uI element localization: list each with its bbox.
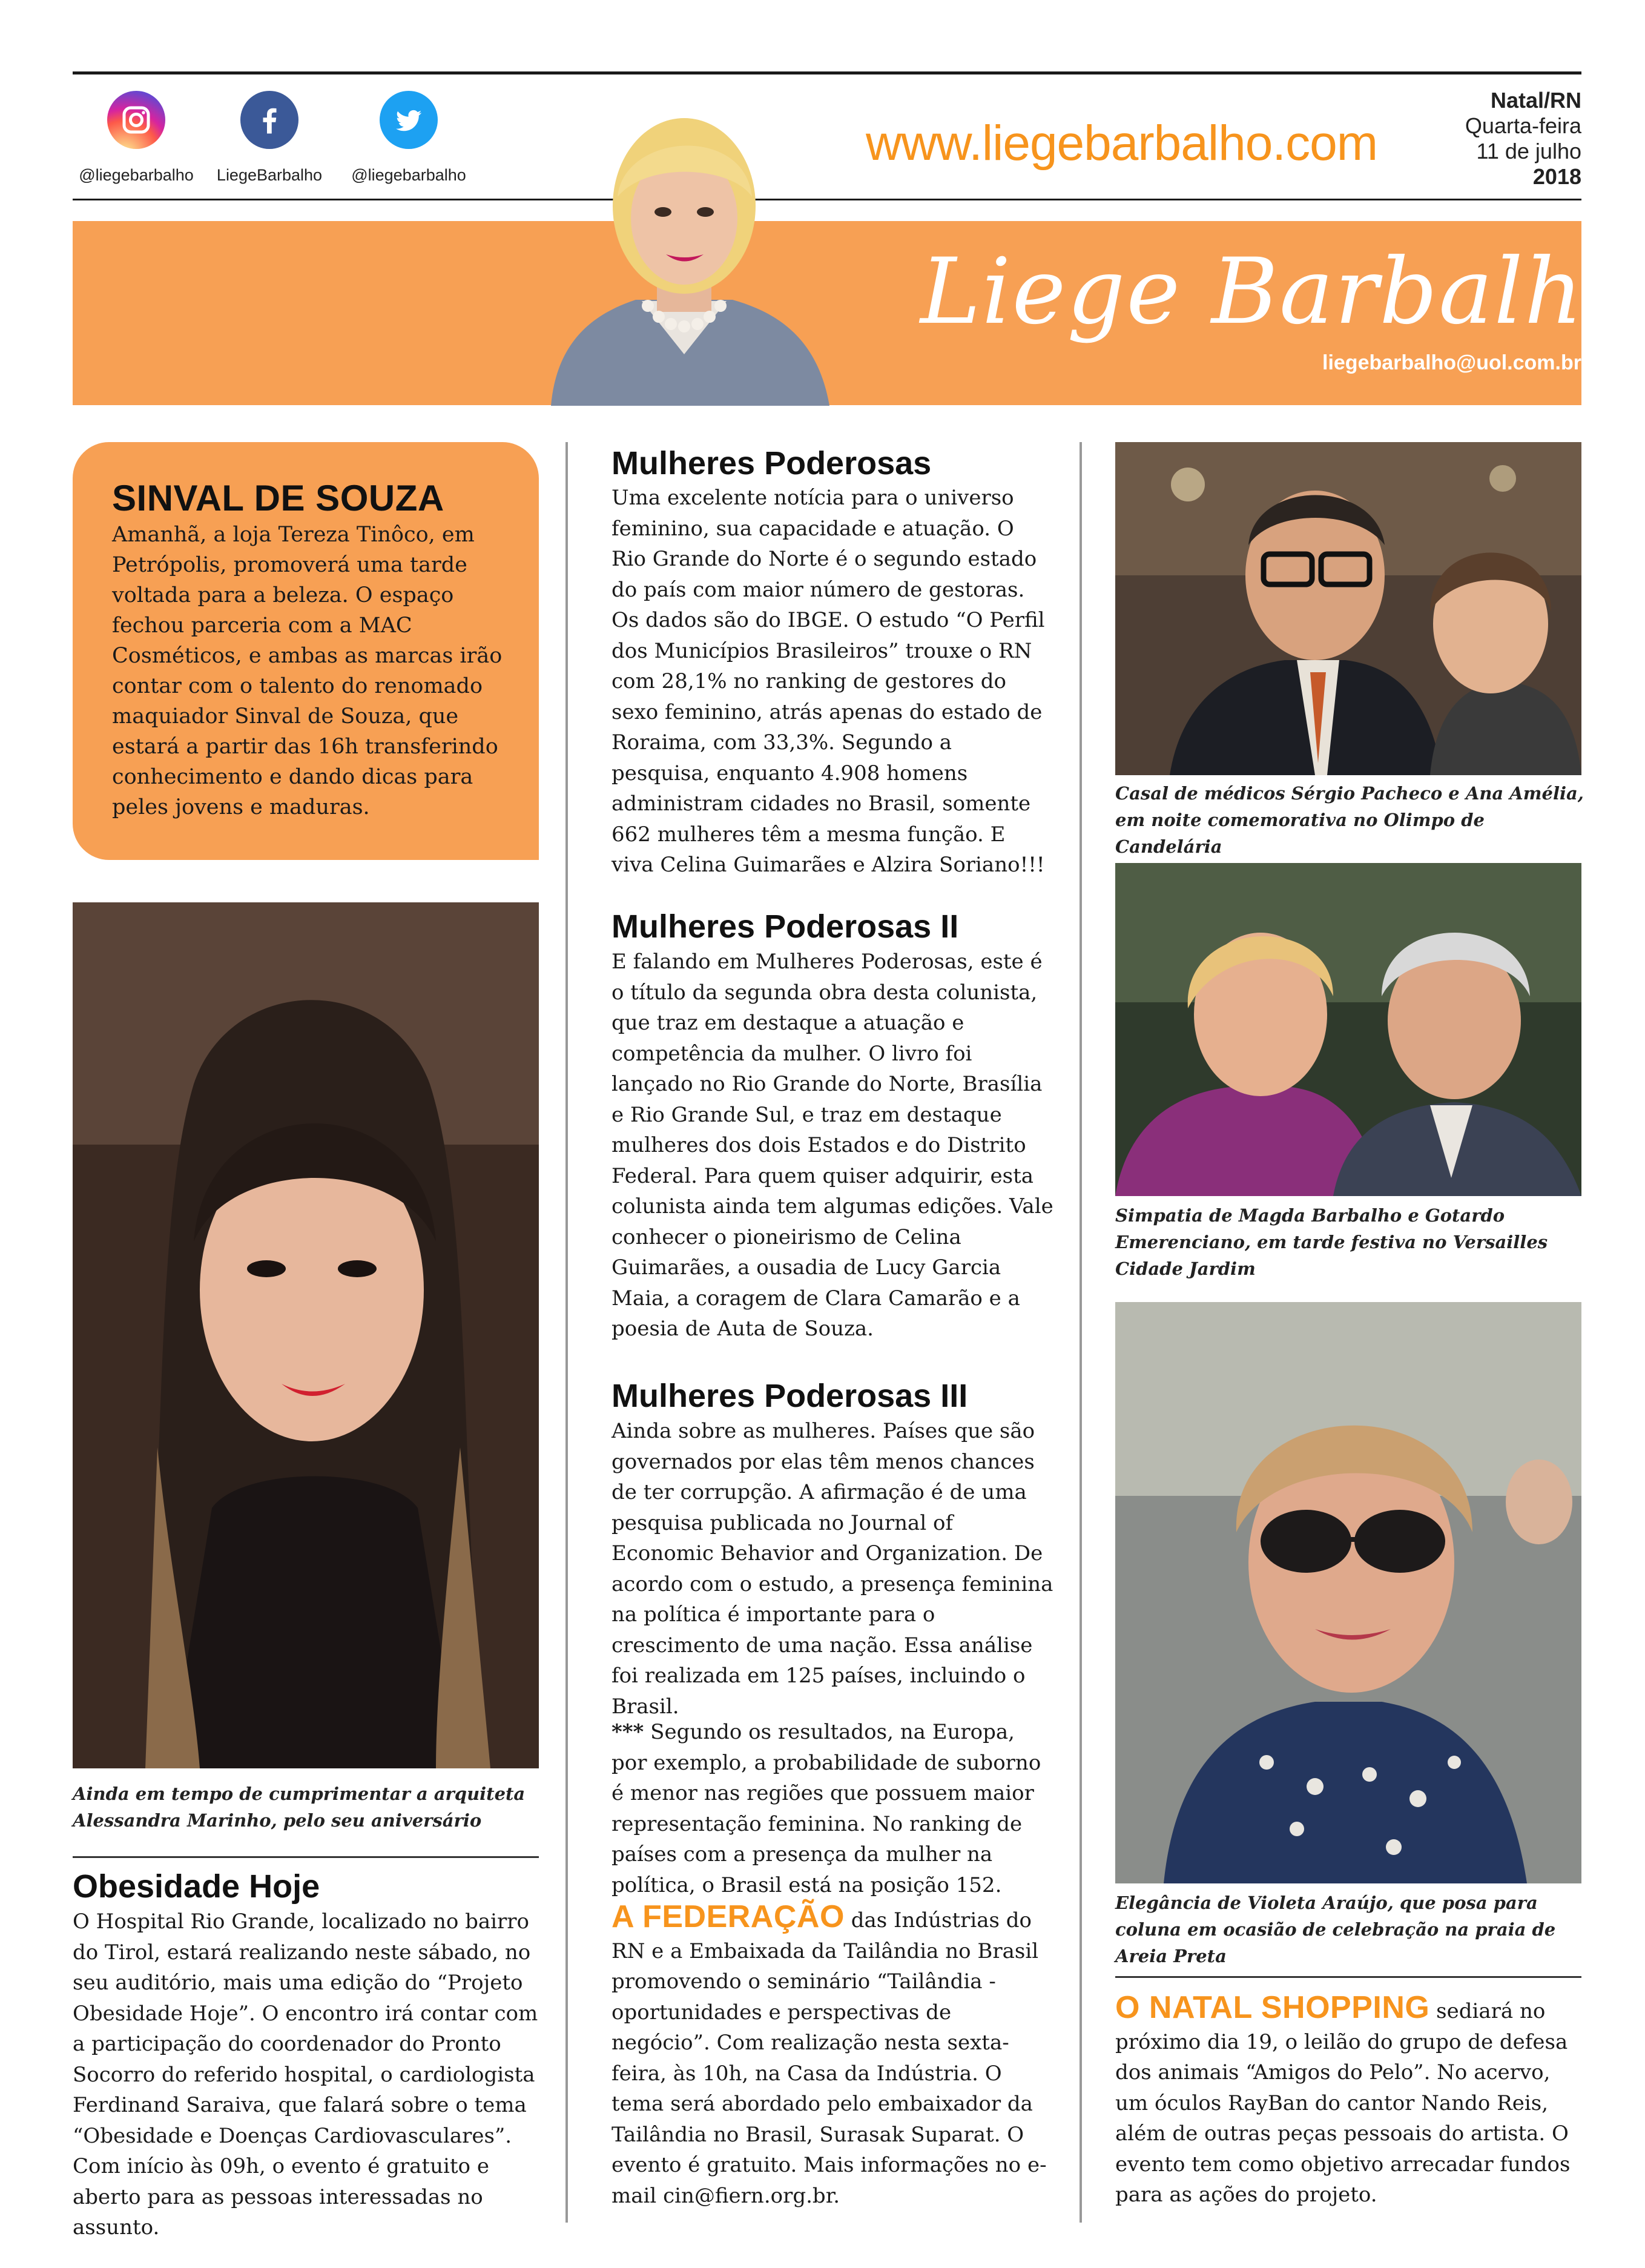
mulheres3-continuation [612,1717,1053,1900]
section-rule-col3 [1115,1976,1581,1978]
facebook-icon [240,91,298,149]
mulheres3-body2: Segundo os resultados, na Europa, por exemplo, a probabilidade de suborno é menor nas regiões que possuem maior representação feminina. No ranking de países com a presença da mulher na política, o Brasil está na posição 152. [612,1720,1041,1897]
dateline [1400,88,1581,190]
mulheres2-body: E falando em Mulheres Poderosas, este é o título da segunda obra desta colunista, que traz em destaque a atuação e competência da mulher. O livro foi lançado no Rio Grande do Norte, Brasília e Rio Grande Sul, e traz em destaque mulheres dos dois Estados e do Distrito Federal. Para quem quiser adquirir, esta colunista ainda tem algumas edições. Vale conhecer o pioneirismo de Celina Guimarães, a ousadia de Lucy Garcia Maia, a coragem de Clara Camarão e a poesia de Auta de Souza. [612,950,1053,1341]
sinval-body: Amanhã, a loja Tereza Tinôco, em Petrópolis, promoverá uma tarde voltada para a beleza. O espaço fechou parceria com a MAC Cosméticos, e ambas as marcas irão contar com o talento do renomado maquiador Sinval de Souza, que estará a partir das 16h transferindo conhecimento e dando dicas para peles jovens e maduras. [112,523,503,819]
facebook-link[interactable] [203,91,336,185]
caption-sergio-ana: Casal de médicos Sérgio Pacheco e Ana Amélia, em noite comemorativa no Olimpo de Candelária [1115,783,1584,857]
photo-sergio-ana [1115,442,1581,775]
sinval-box [73,442,539,860]
section-rule-col1 [73,1856,539,1858]
mulheres3-title: Mulheres Poderosas III [612,1378,968,1414]
instagram-icon [107,91,165,149]
dateline-weekday: Quarta-feira [1465,113,1581,138]
brand-title: Liege Barbalho [920,239,1640,345]
top-rule [73,71,1581,74]
shopping-kicker: O NATAL SHOPPING [1115,1990,1430,2025]
twitter-handle: @liegebarbalho [351,166,466,184]
column-divider-1 [565,442,568,2223]
shopping-body: sediará no próximo dia 19, o leilão do grupo de defesa dos animais “Amigos do Pelo”. No acervo, um óculos RayBan do cantor Nando Reis, além de outras peças pessoais do artista. O evento tem como objetivo arrecadar fundos para as ações do projeto. [1115,1999,1571,2207]
columnist-portrait [515,76,854,406]
twitter-icon [380,91,438,149]
photo-alessandra-marinho [73,902,539,1768]
facebook-handle: LiegeBarbalho [216,166,323,184]
federacao-body: das Indústrias do RN e a Embaixada da Tailândia no Brasil promovendo o seminário “Tailândia - oportunidades e perspectivas de negócio”. Com realização nesta sexta-feira, às 10h, na Casa da Indústria. O tema será abordado pelo embaixador da Tailândia no Brasil, Surasak Suparat. O evento é gratuito. Mais informações no e-mail cin@fiern.org.br. [612,1908,1047,2208]
shopping-paragraph [1115,1992,1581,2210]
mulheres3-body: Ainda sobre as mulheres. Países que são governados por elas têm menos chances de ter corrupção. A afirmação é de uma pesquisa publicada no Journal of Economic Behavior and Organization. De acordo com o estudo, a presença feminina na política é importante para o crescimento de uma nação. Essa análise foi realizada em 125 países, incluindo o Brasil. [612,1419,1053,1719]
federacao-paragraph [612,1899,1053,2211]
mulheres2-title: Mulheres Poderosas II [612,908,959,945]
mulheres1-title: Mulheres Poderosas [612,445,932,481]
dateline-city: Natal/RN [1490,88,1581,113]
mulheres1-body: Uma excelente notícia para o universo feminino, sua capacidade e atuação. O Rio Grande do Norte é o segundo estado do país com maior número de gestoras. Os dados são do IBGE. O estudo “O Perfil dos Municípios Brasileiros” trouxe o RN com 28,1% no ranking de gestores do sexo feminino, atrás apenas do estado de Roraima, com 33,3%. Segundo a pesquisa, enquanto 4.908 homens administram cidades no Brasil, somente 662 mulheres têm a mesma função. E viva Celina Guimarães e Alzira Soriano!!! [612,486,1045,877]
instagram-handle: @liegebarbalho [79,166,194,184]
sinval-title: SINVAL DE SOUZA [112,478,444,518]
column-divider-2 [1080,442,1082,2223]
obesidade-body: O Hospital Rio Grande, localizado no bairro do Tirol, estará realizando neste sábado, no seu auditório, mais uma edição do “Projeto Obesidade Hoje”. O encontro irá contar com a participação do coordenador do Pronto Socorro do referido hospital, o cardiologista Ferdinand Saraiva, que falará sobre o tema “Obesidade e Doenças Cardiovasculares”. Com início às 09h, o evento é gratuito e aberto para as pessoas interessadas no assunto. [73,1909,538,2240]
columnist-email[interactable]: liegebarbalho@uol.com.br [1322,351,1581,374]
caption-alessandra-marinho: Ainda em tempo de cumprimentar a arquiteta Alessandra Marinho, pelo seu aniversário [73,1784,526,1831]
photo-magda-gotardo [1115,863,1581,1196]
mulheres3-stars: *** [612,1720,644,1744]
dateline-year: 2018 [1532,164,1581,189]
photo-violeta-araujo [1115,1302,1581,1883]
federacao-kicker: A FEDERAÇÃO [612,1899,845,1934]
twitter-link[interactable] [342,91,475,185]
obesidade-title: Obesidade Hoje [73,1868,320,1905]
caption-magda-gotardo: Simpatia de Magda Barbalho e Gotardo Emerenciano, em tarde festiva no Versailles Cidade Jardim [1115,1205,1548,1279]
instagram-link[interactable] [70,91,203,185]
website-link[interactable]: www.liegebarbalho.com [866,116,1378,171]
caption-violeta-araujo: Elegância de Violeta Araújo, que posa para coluna em ocasião de celebração na praia de Areia Preta [1115,1893,1556,1966]
dateline-day-month: 11 de julho [1476,139,1581,164]
